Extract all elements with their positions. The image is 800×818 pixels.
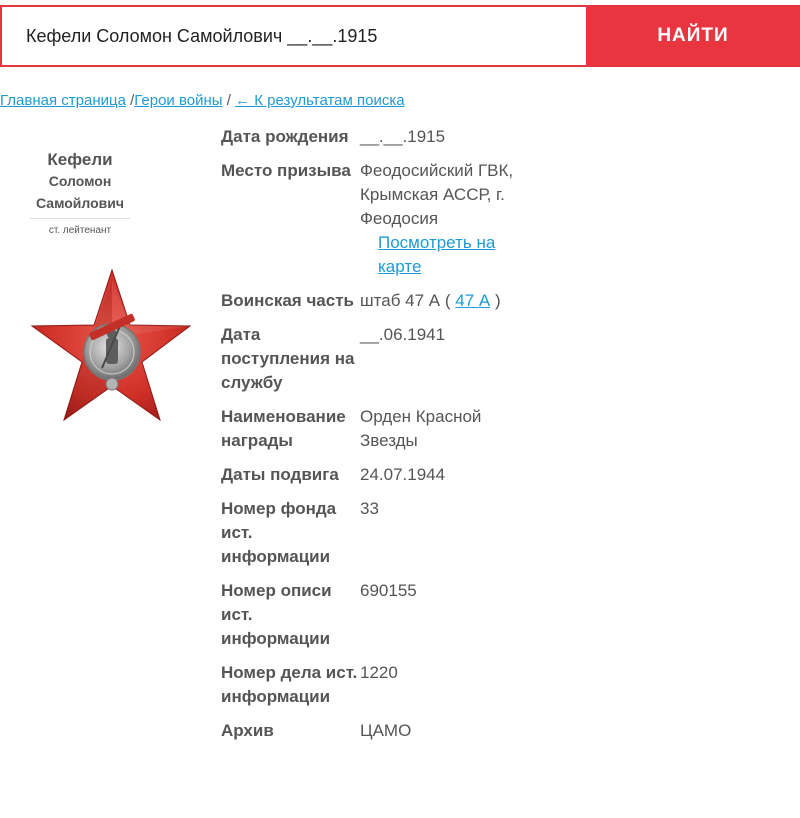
unit-suffix: ) — [490, 291, 501, 310]
breadcrumb-separator: / — [222, 92, 236, 109]
detail-row-archive — [221, 719, 535, 753]
detail-row-service-start — [221, 323, 535, 405]
detail-value: __.__.1915 — [360, 127, 446, 146]
detail-label: Даты подвига — [221, 465, 339, 484]
detail-row-fond — [221, 497, 535, 579]
search-button[interactable]: НАЙТИ — [586, 5, 800, 67]
unit-prefix: штаб 47 А ( — [360, 291, 456, 310]
detail-value: 690155 — [360, 581, 417, 600]
detail-value: 1220 — [360, 663, 398, 682]
breadcrumb — [0, 92, 405, 109]
person-given-name: Соломон — [48, 173, 112, 189]
detail-value: 33 — [360, 499, 379, 518]
detail-label: Место призыва — [221, 161, 351, 180]
detail-label: Архив — [221, 721, 274, 740]
person-card — [30, 150, 130, 236]
breadcrumb-heroes-link[interactable]: Герои войны — [134, 92, 223, 109]
person-surname: Кефели — [47, 150, 113, 169]
detail-row-award — [221, 405, 535, 463]
detail-row-unit — [221, 289, 535, 323]
conscription-place: Феодосийский ГВК, Крымская АССР, г. Феодосия — [360, 161, 514, 228]
detail-value — [360, 159, 535, 289]
breadcrumb-separator: / — [125, 92, 135, 109]
detail-value — [360, 289, 535, 323]
search-input[interactable] — [0, 5, 588, 67]
person-rank: ст. лейтенант — [48, 225, 112, 236]
detail-label: Номер фонда ист. информации — [221, 499, 337, 566]
details-table — [221, 125, 535, 753]
detail-label: Наименование награды — [221, 407, 346, 450]
detail-label: Воинская часть — [221, 291, 354, 310]
detail-value: __.06.1941 — [360, 325, 446, 344]
detail-label: Номер дела ист. информации — [221, 663, 358, 706]
search-bar — [0, 5, 800, 67]
detail-label: Дата поступления на службу — [221, 325, 355, 392]
detail-row-opis — [221, 579, 535, 661]
back-to-results-link[interactable]: ← К результатам поиска — [235, 92, 405, 109]
breadcrumb-home-link[interactable]: Главная страница — [0, 92, 126, 109]
detail-label: Дата рождения — [221, 127, 349, 146]
detail-row-feat-dates — [221, 463, 535, 497]
view-on-map-link[interactable]: Посмотреть на карте — [378, 233, 496, 276]
detail-row-delo — [221, 661, 535, 719]
detail-value: Орден Красной Звезды — [360, 407, 482, 450]
unit-link[interactable]: 47 А — [455, 291, 491, 310]
detail-row-conscription — [221, 159, 535, 289]
person-patronymic: Самойлович — [36, 195, 124, 211]
detail-value: ЦАМО — [360, 721, 412, 740]
detail-row-birth-date — [221, 125, 535, 159]
order-of-red-star-icon — [28, 268, 196, 434]
detail-label: Номер описи ист. информации — [221, 581, 332, 648]
divider — [30, 218, 130, 219]
detail-value: 24.07.1944 — [360, 465, 446, 484]
